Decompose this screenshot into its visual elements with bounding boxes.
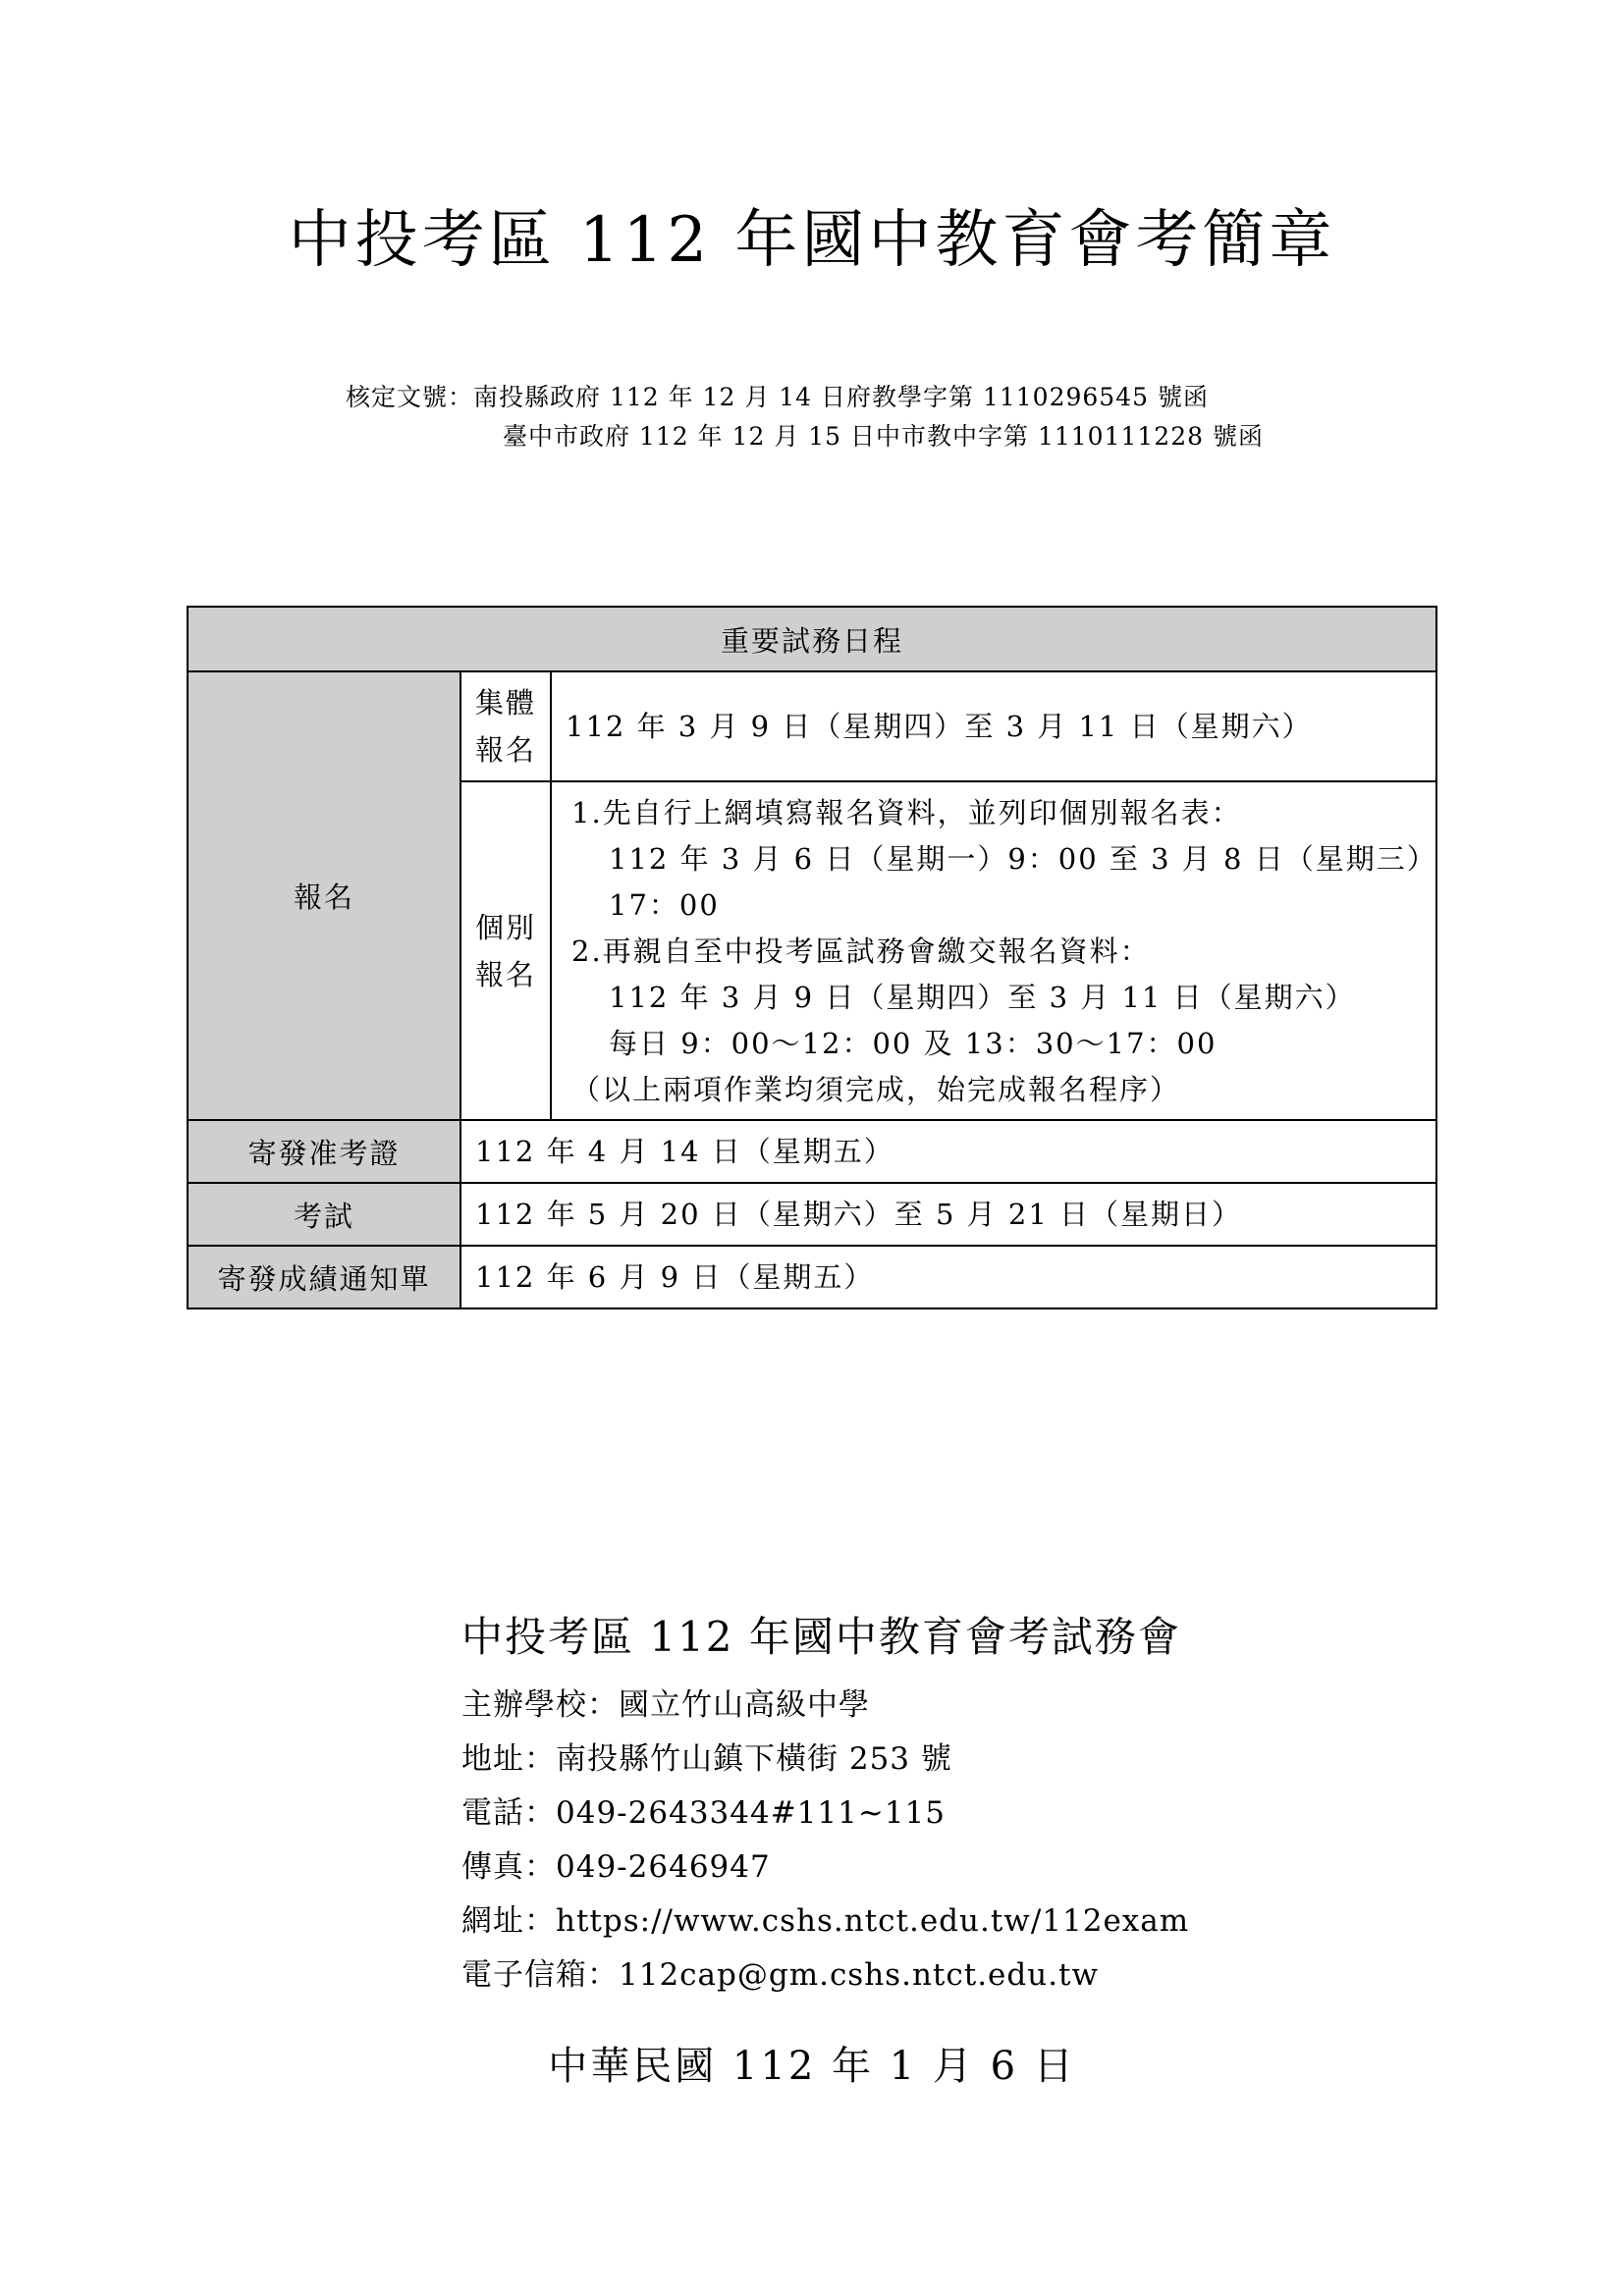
individual-note: （以上兩項作業均須完成，始完成報名程序） xyxy=(571,1073,1181,1106)
office-website: 網址：https://www.cshs.ntct.edu.tw/112exam xyxy=(461,1903,1190,1939)
office-fax: 傳真：049-2646947 xyxy=(461,1849,771,1885)
approval-reference xyxy=(346,378,1327,456)
exam-date: 112 年 5 月 20 日（星期六）至 5 月 21 日（星期日） xyxy=(460,1183,1436,1246)
exam-label: 考試 xyxy=(188,1183,460,1246)
individual-step-1: 1.先自行上網填寫報名資料，並列印個別報名表： xyxy=(571,796,1242,829)
individual-registration-details xyxy=(551,781,1436,1120)
admission-ticket-date: 112 年 4 月 14 日（星期五） xyxy=(460,1120,1436,1183)
schedule-header: 重要試務日程 xyxy=(188,607,1436,671)
issue-date: 中華民國 112 年 1 月 6 日 xyxy=(548,2044,1076,2089)
group-registration-date: 112 年 3 月 9 日（星期四）至 3 月 11 日（星期六） xyxy=(551,671,1436,781)
individual-step-2-hours: 每日 9：00～12：00 及 13：30～17：00 xyxy=(609,1027,1218,1060)
office-name: 中投考區 112 年國中教育會考試務會 xyxy=(461,1613,1181,1661)
approval-line-1: 核定文號：南投縣政府 112 年 12 月 14 日府教學字第 1110296545 號函 xyxy=(346,383,1209,411)
office-email: 電子信箱：112cap@gm.cshs.ntct.edu.tw xyxy=(461,1957,1100,1993)
score-notice-date: 112 年 6 月 9 日（星期五） xyxy=(460,1246,1436,1308)
individual-step-1-time: 17：00 xyxy=(609,888,720,922)
office-phone: 電話：049-2643344#111~115 xyxy=(461,1795,946,1831)
schedule-header-row xyxy=(188,607,1436,671)
registration-label: 報名 xyxy=(188,671,460,1120)
individual-step-2: 2.再親自至中投考區試務會繳交報名資料： xyxy=(571,934,1151,968)
group-registration-label: 集體 報名 xyxy=(460,671,551,781)
exam-row xyxy=(188,1183,1436,1246)
admission-ticket-row xyxy=(188,1120,1436,1183)
office-info xyxy=(461,1608,1345,2002)
individual-step-2-date: 112 年 3 月 9 日（星期四）至 3 月 11 日（星期六） xyxy=(609,981,1356,1014)
page-title: 中投考區 112 年國中教育會考簡章 xyxy=(288,204,1336,277)
individual-registration-label: 個別 報名 xyxy=(460,781,551,1120)
score-notice-label: 寄發成績通知單 xyxy=(188,1246,460,1308)
score-notice-row xyxy=(188,1246,1436,1308)
admission-ticket-label: 寄發准考證 xyxy=(188,1120,460,1183)
schedule-table xyxy=(187,606,1437,1309)
office-address: 地址：南投縣竹山鎮下橫街 253 號 xyxy=(461,1741,952,1777)
host-school: 主辦學校：國立竹山高級中學 xyxy=(461,1687,870,1723)
individual-step-1-date: 112 年 3 月 6 日（星期一）9：00 至 3 月 8 日（星期三） xyxy=(609,842,1437,876)
approval-line-2: 臺中市政府 112 年 12 月 15 日中市教中字第 1110111228 號函 xyxy=(503,422,1264,451)
group-registration-row xyxy=(188,671,1436,781)
